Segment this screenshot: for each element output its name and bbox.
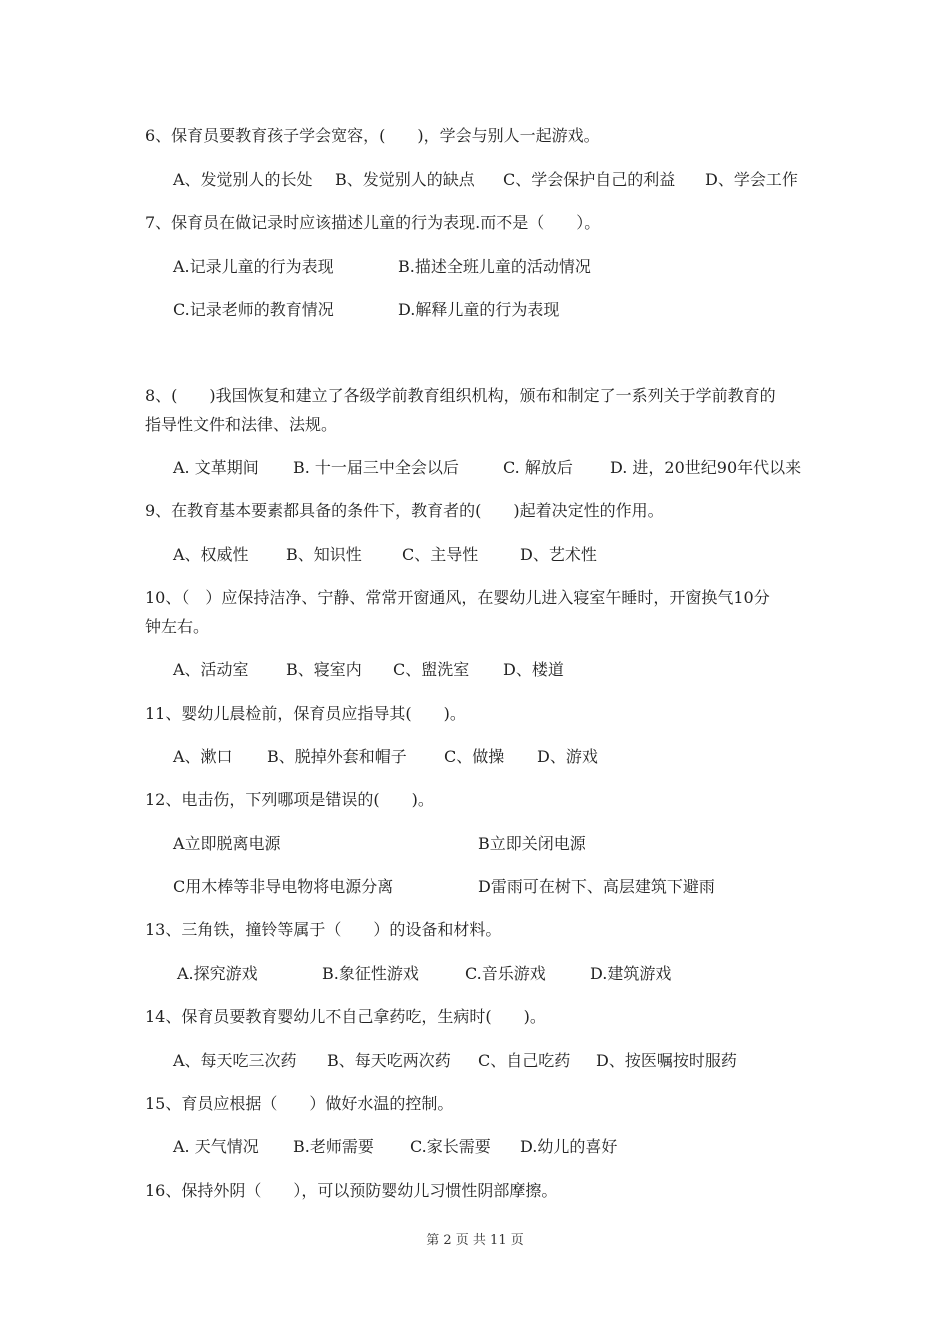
question-7-option-b: B.描述全班儿童的活动情况 — [398, 257, 591, 276]
question-14-option-a: A、每天吃三次药 — [173, 1051, 297, 1070]
question-8-option-a: A. 文革期间 — [173, 458, 259, 477]
question-12-option-b: B立即关闭电源 — [478, 834, 586, 853]
question-14-stem: 14、保育员要教育婴幼儿不自己拿药吃，生病时( )。 — [145, 1007, 546, 1026]
question-6-option-b: B、发觉别人的缺点 — [335, 170, 475, 189]
question-6-stem: 6、保育员要教育孩子学会宽容，( )，学会与别人一起游戏。 — [145, 126, 600, 145]
question-15-option-d: D.幼儿的喜好 — [520, 1137, 618, 1156]
question-15-stem: 15、育员应根据（ ）做好水温的控制。 — [145, 1094, 454, 1113]
question-13-option-d: D.建筑游戏 — [590, 964, 672, 983]
question-9-option-a: A、权威性 — [173, 545, 249, 564]
question-10-stem-line2: 钟左右。 — [145, 617, 210, 636]
question-12-option-c: C用木棒等非导电物将电源分离 — [173, 877, 394, 896]
question-6-option-a: A、发觉别人的长处 — [173, 170, 313, 189]
question-15-option-b: B.老师需要 — [293, 1137, 374, 1156]
question-10-option-c: C、盥洗室 — [393, 660, 470, 679]
question-9-option-d: D、艺术性 — [520, 545, 597, 564]
question-16-stem: 16、保持外阴（ ），可以预防婴幼儿习惯性阴部摩擦。 — [145, 1181, 558, 1200]
question-6-option-c: C、学会保护自己的利益 — [503, 170, 676, 189]
question-10-option-a: A、活动室 — [173, 660, 249, 679]
question-15-option-c: C.家长需要 — [410, 1137, 491, 1156]
question-11-option-a: A、漱口 — [173, 747, 233, 766]
question-14-option-d: D、按医嘱按时服药 — [596, 1051, 737, 1070]
question-8-stem-line1: 8、( )我国恢复和建立了各级学前教育组织机构，颁布和制定了一系列关于学前教育的 — [145, 386, 776, 405]
question-11-stem: 11、婴幼儿晨检前，保育员应指导其( )。 — [145, 704, 466, 723]
question-7-option-a: A.记录儿童的行为表现 — [173, 257, 334, 276]
question-6-option-d: D、学会工作 — [705, 170, 798, 189]
question-10-option-d: D、楼道 — [503, 660, 564, 679]
question-7-option-c: C.记录老师的教育情况 — [173, 300, 334, 319]
question-11-option-d: D、游戏 — [537, 747, 598, 766]
question-12-option-a: A立即脱离电源 — [173, 834, 281, 853]
question-13-stem: 13、三角铁，撞铃等属于（ ）的设备和材料。 — [145, 920, 502, 939]
question-7-stem: 7、保育员在做记录时应该描述儿童的行为表现.而不是（ ）。 — [145, 213, 601, 232]
question-14-option-b: B、每天吃两次药 — [327, 1051, 451, 1070]
question-12-option-d: D雷雨可在树下、高层建筑下避雨 — [478, 877, 715, 896]
question-15-option-a: A. 天气情况 — [173, 1137, 259, 1156]
question-13-option-b: B.象征性游戏 — [322, 964, 419, 983]
question-8-option-d: D. 进，20世纪90年代以来 — [610, 458, 802, 477]
question-10-option-b: B、寝室内 — [286, 660, 362, 679]
question-11-option-c: C、做操 — [444, 747, 505, 766]
question-10-stem-line1: 10、（ ）应保持洁净、宁静、常常开窗通风，在婴幼儿进入寝室午睡时，开窗换气10分 — [145, 588, 770, 607]
page-footer: 第 2 页 共 11 页 — [426, 1233, 524, 1248]
question-9-stem: 9、在教育基本要素都具备的条件下，教育者的( )起着决定性的作用。 — [145, 501, 664, 520]
question-12-stem: 12、电击伤，下列哪项是错误的( )。 — [145, 790, 434, 809]
question-7-option-d: D.解释儿童的行为表现 — [398, 300, 560, 319]
question-8-option-b: B. 十一届三中全会以后 — [293, 458, 459, 477]
question-9-option-b: B、知识性 — [286, 545, 362, 564]
question-11-option-b: B、脱掉外套和帽子 — [267, 747, 407, 766]
question-14-option-c: C、自己吃药 — [478, 1051, 571, 1070]
question-8-option-c: C. 解放后 — [503, 458, 573, 477]
question-9-option-c: C、主导性 — [402, 545, 479, 564]
question-13-option-a: A.探究游戏 — [177, 964, 258, 983]
question-13-option-c: C.音乐游戏 — [465, 964, 546, 983]
question-8-stem-line2: 指导性文件和法律、法规。 — [145, 415, 338, 434]
